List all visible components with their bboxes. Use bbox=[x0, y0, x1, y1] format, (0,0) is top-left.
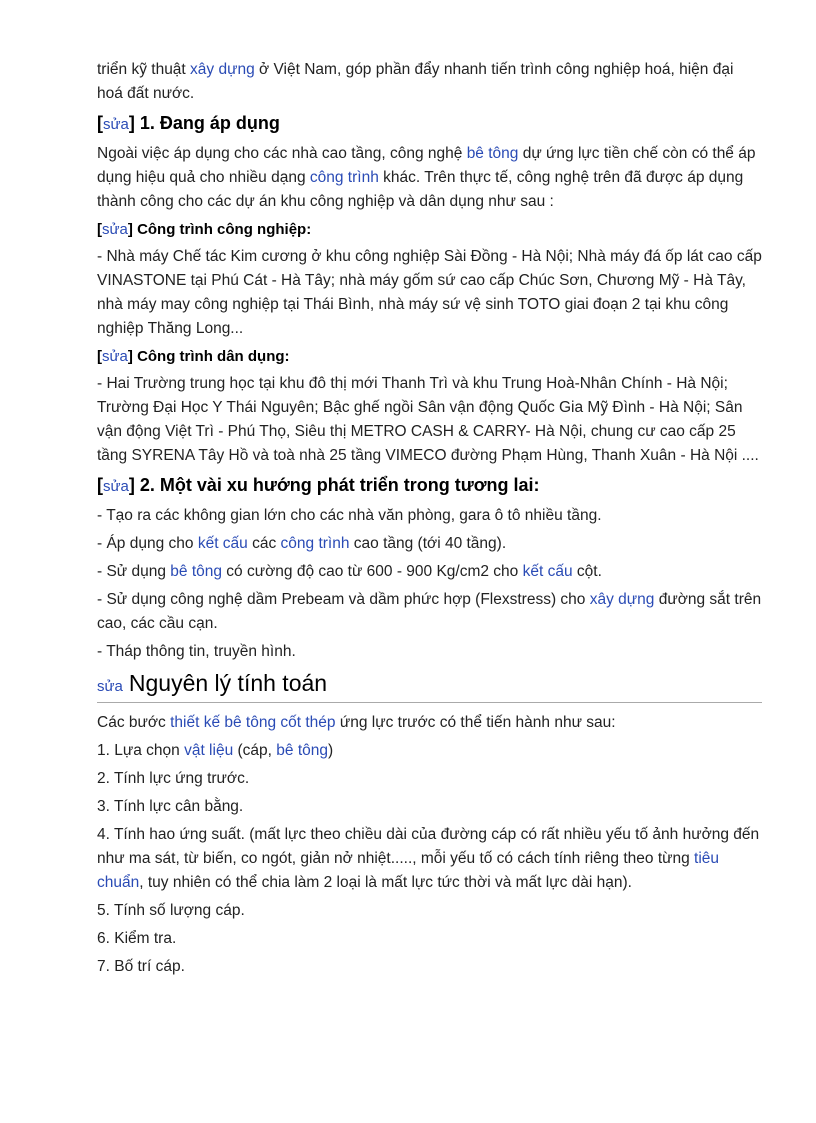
calc-step: 3. Tính lực cân bằng. bbox=[97, 798, 244, 815]
edit-link[interactable]: sửa bbox=[97, 678, 123, 695]
link-vat-lieu[interactable]: vật liệu bbox=[184, 742, 234, 759]
heading-text: 1. Đang áp dụng bbox=[139, 113, 280, 133]
text: Ngoài việc áp dụng cho các nhà cao tầng, công nghệ bbox=[97, 145, 467, 162]
link-thiet-ke-btct[interactable]: thiết kế bê tông cốt thép bbox=[170, 714, 336, 731]
heading-text: Công trình dân dụng: bbox=[137, 348, 290, 365]
text: - Sử dụng công nghệ dầm Prebeam và dầm phức hợp (Flexstress) cho bbox=[97, 591, 590, 608]
text: 4. Tính hao ứng suất. (mất lực theo chiều dài của đường cáp có rất nhiều yếu tố ảnh hưởng đến như ma sát, từ biến, co ngót, giản nở nhiệt....., mỗi yếu tố có cách tính riêng theo từng bbox=[97, 826, 760, 867]
text: ) bbox=[328, 742, 334, 759]
edit-link[interactable]: sửa bbox=[102, 348, 128, 365]
text: (cáp, bbox=[233, 742, 277, 759]
text: có cường độ cao từ 600 - 900 Kg/cm2 cho bbox=[222, 563, 523, 580]
edit-link[interactable]: sửa bbox=[103, 116, 129, 133]
text: ứng lực trước có thể tiến hành như sau: bbox=[335, 714, 616, 731]
calc-intro bbox=[97, 711, 762, 735]
edit-link[interactable]: sửa bbox=[103, 478, 129, 495]
section-heading-xu-huong: [sửa] 2. Một vài xu hướng phát triển trong tương lai: bbox=[97, 475, 540, 495]
calc-step: 6. Kiểm tra. bbox=[97, 930, 177, 947]
text: - Sử dụng bbox=[97, 563, 171, 580]
calc-step bbox=[97, 823, 762, 895]
link-be-tong[interactable]: bê tông bbox=[466, 145, 519, 162]
link-ket-cau[interactable]: kết cấu bbox=[197, 535, 248, 552]
section-heading-nguyen-ly bbox=[97, 668, 762, 703]
link-ket-cau[interactable]: kết cấu bbox=[522, 563, 573, 580]
link-cong-trinh[interactable]: công trình bbox=[309, 169, 379, 186]
heading-text: Nguyên lý tính toán bbox=[128, 670, 328, 696]
text: triển kỹ thuật bbox=[97, 61, 191, 78]
heading-text: 2. Một vài xu hướng phát triển trong tương lai: bbox=[139, 475, 540, 495]
subheading-industrial: [sửa] Công trình công nghiệp: bbox=[97, 221, 312, 238]
text: Các bước bbox=[97, 714, 171, 731]
trend-item bbox=[97, 560, 762, 584]
text: , tuy nhiên có thể chia làm 2 loại là mất lực tức thời và mất lực dài hạn). bbox=[139, 874, 632, 891]
trend-item: - Tháp thông tin, truyền hình. bbox=[97, 643, 296, 660]
text: dự ứng lực tiền chế còn có thể áp dụng hiệu quả cho nhiều dạng bbox=[97, 145, 756, 186]
text: cao tầng (tới 40 tầng). bbox=[349, 535, 507, 552]
text: đường sắt trên cao, các cầu cạn. bbox=[97, 591, 762, 632]
text: ở Việt Nam, góp phần đẩy nhanh tiến trình công nghiệp hoá, hiện đại hoá đất nước. bbox=[97, 61, 734, 102]
calc-step bbox=[97, 739, 762, 763]
text: khác. Trên thực tế, công nghệ trên đã được áp dụng thành công cho các dự án khu công nghiệp và dân dụng như sau : bbox=[97, 169, 744, 210]
trend-item bbox=[97, 532, 762, 556]
heading-text: Công trình công nghiệp: bbox=[137, 221, 312, 238]
link-cong-trinh[interactable]: công trình bbox=[280, 535, 350, 552]
section1-paragraph bbox=[97, 142, 762, 214]
link-tieu-chuan[interactable]: tiêu chuẩn bbox=[97, 850, 720, 891]
link-xay-dung[interactable]: xây dựng bbox=[190, 61, 255, 78]
text: các bbox=[247, 535, 281, 552]
trend-item: - Tạo ra các không gian lớn cho các nhà văn phòng, gara ô tô nhiều tầng. bbox=[97, 507, 602, 524]
industrial-paragraph: - Nhà máy Chế tác Kim cương ở khu công nghiệp Sài Đồng - Hà Nội; Nhà máy đá ốp lát cao cấp VINASTONE tại Phú Cát - Hà Tây; nhà máy gốm sứ cao cấp Chúc Sơn, Chương Mỹ - Hà Tây, nhà máy may công nghiệp tại Thái Bình, nhà máy sứ vệ sinh TOTO giai đoạn 2 tại khu công nghiệp Thăng Long... bbox=[97, 248, 762, 337]
document-page bbox=[97, 58, 762, 983]
link-be-tong[interactable]: bê tông bbox=[276, 742, 328, 759]
link-xay-dung[interactable]: xây dựng bbox=[589, 591, 655, 608]
text: cột. bbox=[572, 563, 602, 580]
calc-step: 2. Tính lực ứng trước. bbox=[97, 770, 250, 787]
link-be-tong[interactable]: bê tông bbox=[170, 563, 222, 580]
civil-paragraph: - Hai Trường trung học tại khu đô thị mới Thanh Trì và khu Trung Hoà-Nhân Chính - Hà Nội; Trường Đại Học Y Thái Nguyên; Bậc ghế ngồi Sân vận động Quốc Gia Mỹ Đình - Hà Nội; Sân vận động Việt Trì - Phú Thọ, Siêu thị METRO CASH & CARRY- Hà Nội, chung cư cao cấp 25 tầng SYRENA Tây Hồ và toà nhà 25 tầng VIMECO đường Phạm Hùng, Thanh Xuân - Hà Nội .... bbox=[97, 375, 759, 464]
intro-paragraph bbox=[97, 58, 762, 106]
calc-step: 5. Tính số lượng cáp. bbox=[97, 902, 245, 919]
text: 1. Lựa chọn bbox=[97, 742, 185, 759]
edit-link[interactable]: sửa bbox=[102, 221, 128, 238]
text: - Áp dụng cho bbox=[97, 535, 198, 552]
trend-item bbox=[97, 588, 762, 636]
calc-step: 7. Bố trí cáp. bbox=[97, 958, 185, 975]
section-heading-dang-ap-dung: [sửa] 1. Đang áp dụng bbox=[97, 113, 280, 133]
subheading-civil: [sửa] Công trình dân dụng: bbox=[97, 348, 290, 365]
